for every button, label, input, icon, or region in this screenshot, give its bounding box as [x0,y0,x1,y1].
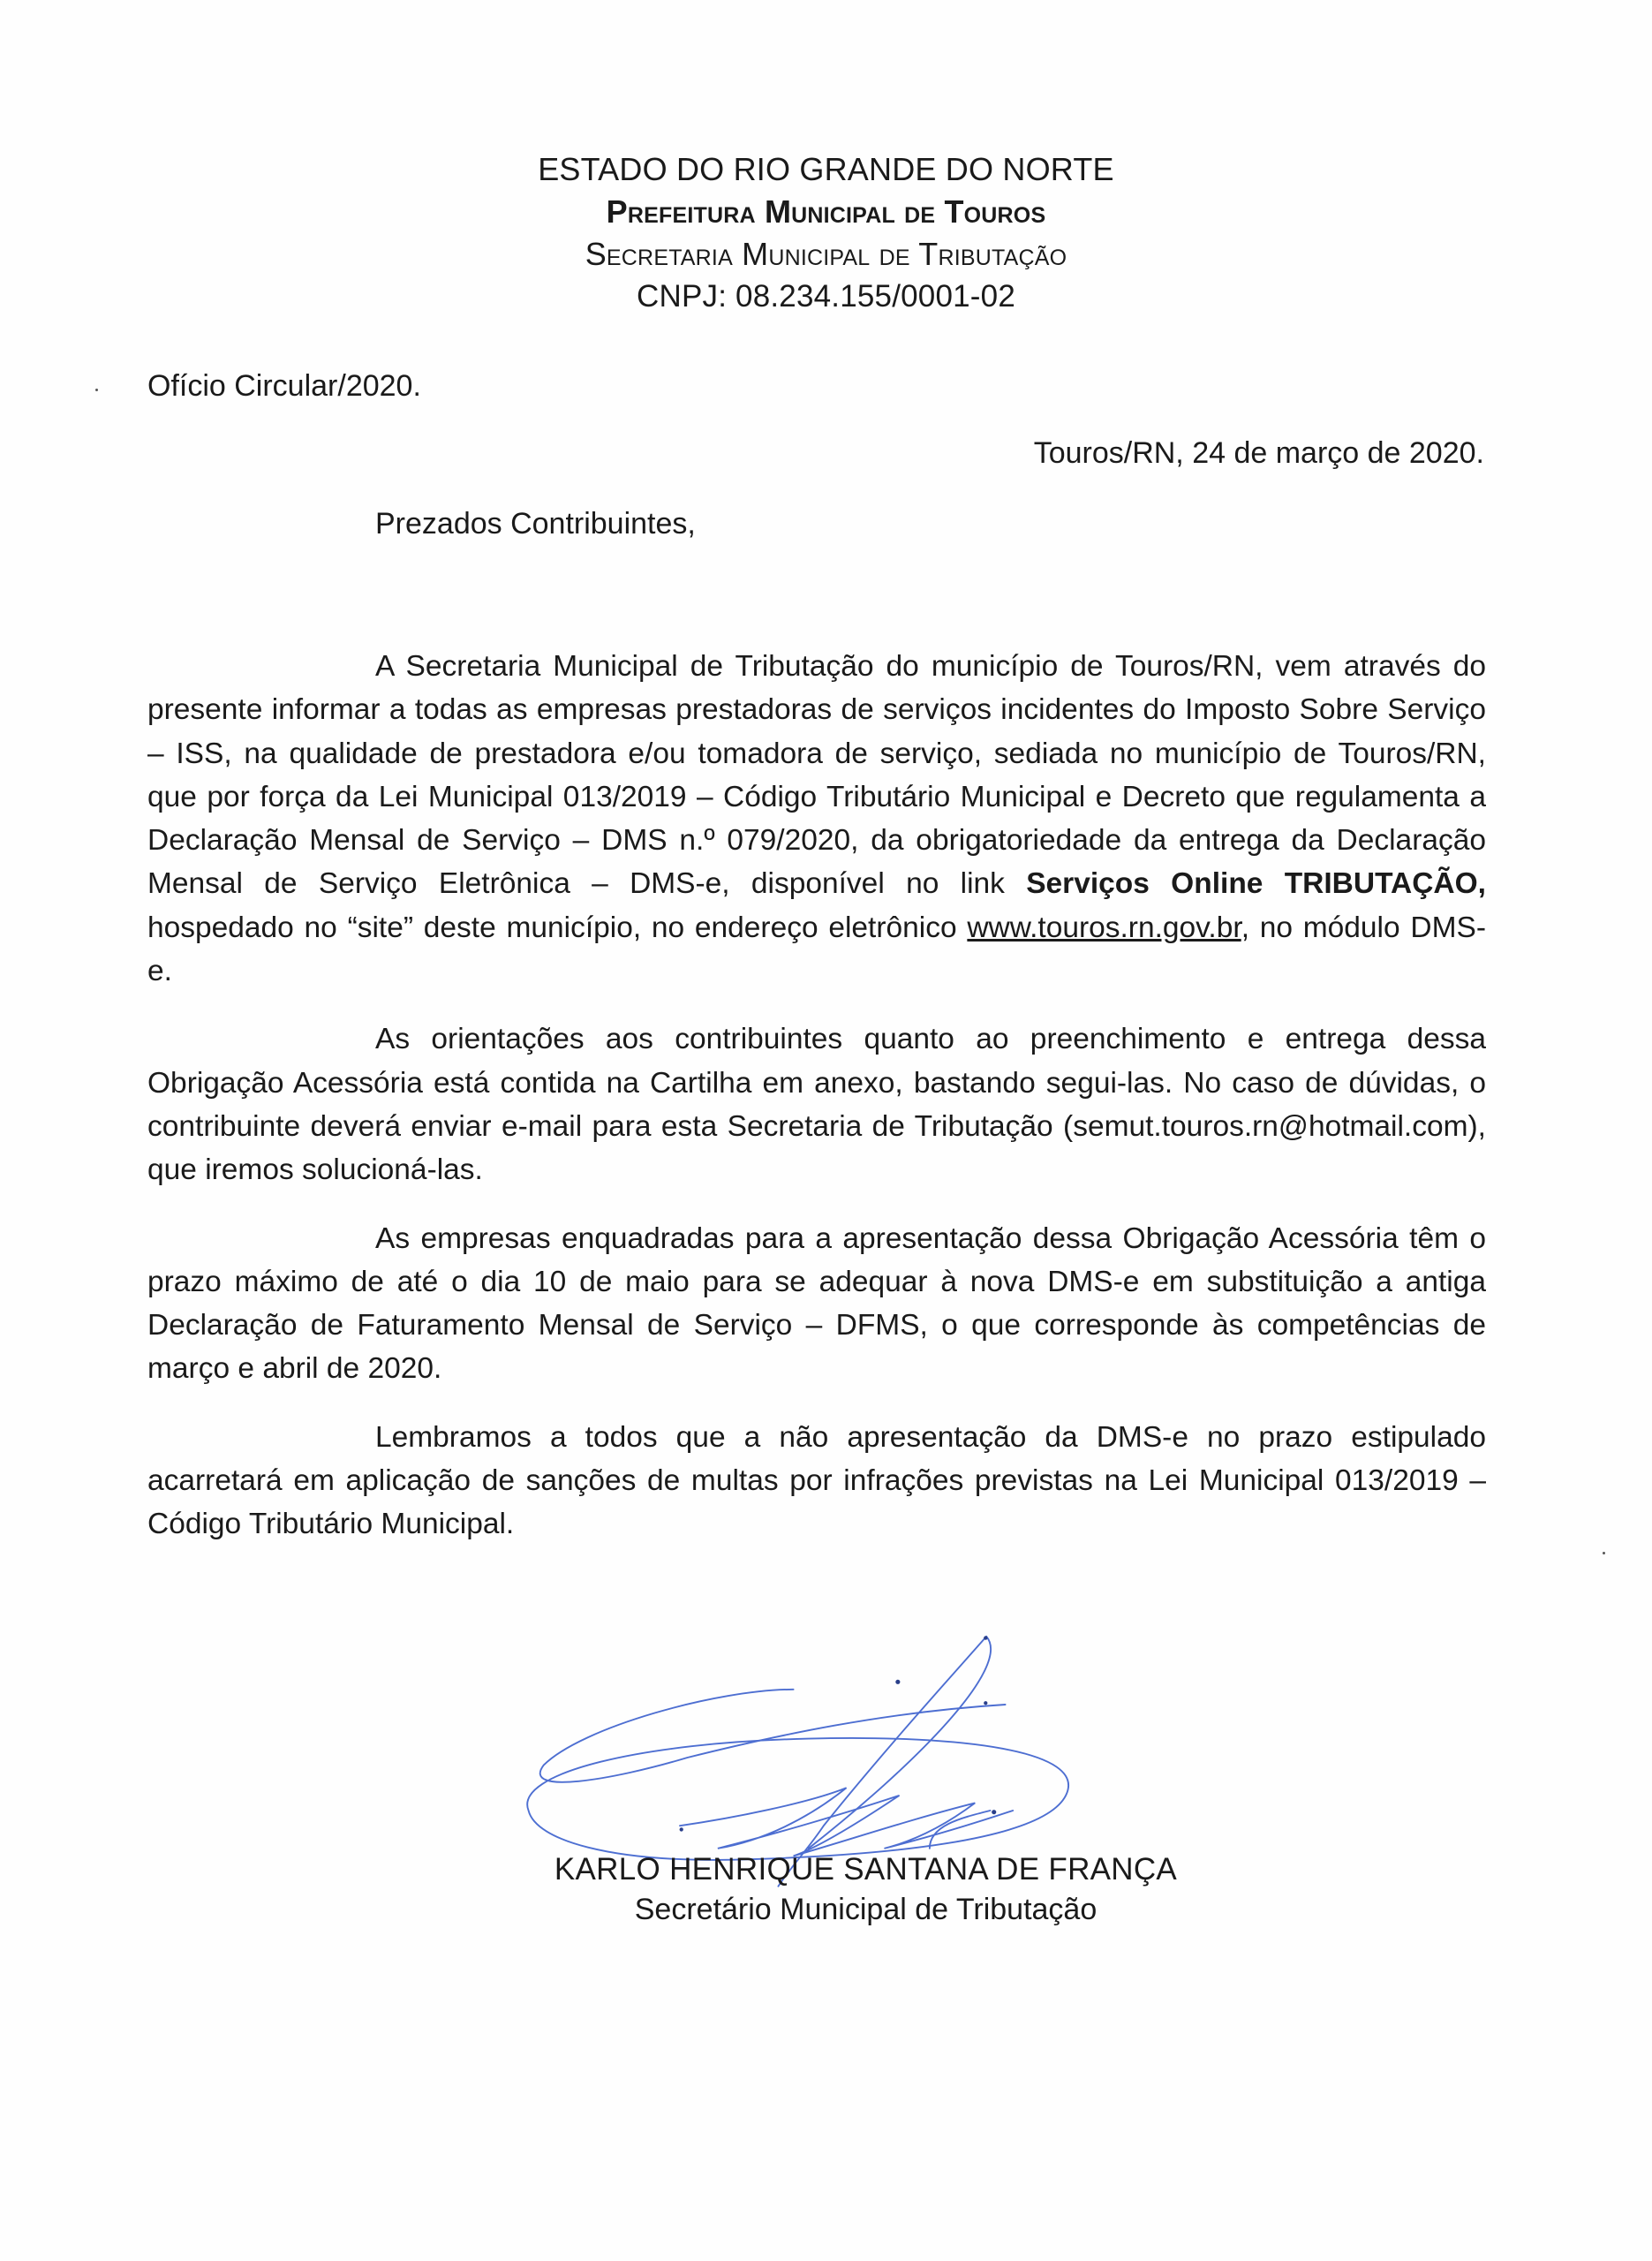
letterhead-state: ESTADO DO RIO GRANDE DO NORTE [538,151,1114,187]
paragraph-1-text-c: , no módulo DMS-e. [147,911,1486,988]
document-reference: Ofício Circular/2020. [147,369,421,403]
scan-speck [1603,1552,1605,1554]
paragraph-1-text-a: A Secretaria Municipal de Tributação do município de Touros/RN, vem através do presente informar a todas as empresas prestadoras de serviços incidentes do Imposto Sobre Serviço – ISS, na qualidade de prestadora e/ou tomadora de serviço, sediada no município de Touros/RN, que por força da Lei Municipal 013/2019 – Código Tributário Municipal e Decreto que regulamenta a Declaração Mensal de Serviço – DMS n.º 079/2020, da obrigatoriedade da entrega da Declaração Mensal de Serviço Eletrônica – DMS-e, disponível no link [147,650,1486,901]
signatory-title: Secretário Municipal de Tributação [634,1893,1098,1926]
paragraph-3: As empresas enquadradas para a apresentação dessa Obrigação Acessória têm o prazo máximo de até o dia 10 de maio para se adequar à nova DMS-e em substituição a antiga Declaração de Faturamento Mensal de Serviço – DFMS, o que corresponde às competências de março e abril de 2020. [147,1221,1486,1386]
paragraph-2: As orientações aos contribuintes quanto ao preenchimento e entrega dessa Obrigação Acessória está contida na Cartilha em anexo, bastando segui-las. No caso de dúvidas, o contribuinte deverá enviar e-mail para esta Secretaria de Tributação (semut.touros.rn@hotmail.com), que iremos solucioná-las. [147,1023,1486,1187]
paragraph-1-text-b: hospedado no “site” deste município, no endereço eletrônico [147,911,968,944]
letterhead-cnpj: CNPJ: 08.234.155/0001-02 [637,279,1015,314]
signatory-name: KARLO HENRIQUE SANTANA DE FRANÇA [554,1852,1178,1887]
letterhead-prefeitura: Prefeitura Municipal de Touros [606,193,1046,230]
letterhead-secretaria: Secretaria Municipal de Tributação [585,236,1067,272]
paragraph-1 [147,645,1486,993]
paragraph-4: Lembramos a todos que a não apresentação da DMS-e no prazo estipulado acarretará em aplicação de sanções de multas por infrações previstas na Lei Municipal 013/2019 – Código Tributário Municipal. [147,1420,1486,1541]
scan-speck [95,389,98,391]
website-url[interactable]: www.touros.rn.gov.br [967,911,1241,944]
greeting: Prezados Contribuintes, [375,507,696,541]
online-services-link-label: Serviços Online TRIBUTAÇÃO, [1026,867,1486,901]
letterhead [0,148,1652,318]
letter-body [147,645,1486,1571]
place-date: Touros/RN, 24 de março de 2020. [1033,436,1484,470]
